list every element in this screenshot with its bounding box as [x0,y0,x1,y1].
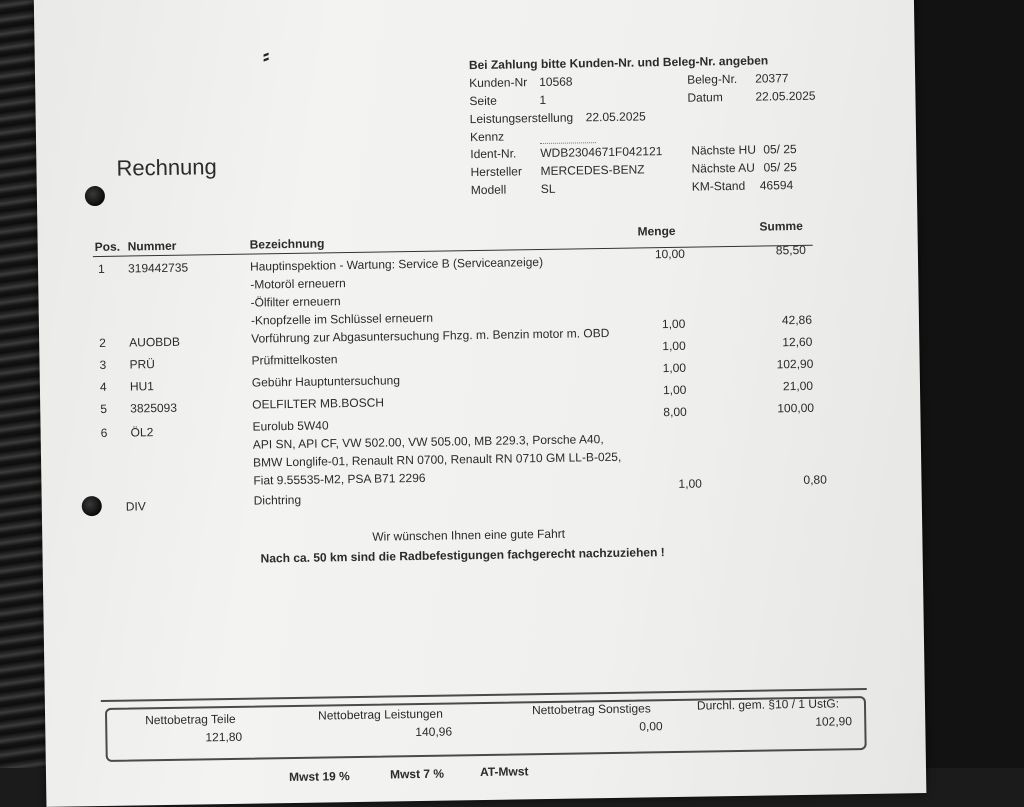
row-desc-line: -Knopfzelle im Schlüssel erneuern [250,310,434,328]
ident-value: WDB2304671F042121 [540,144,663,161]
row-pos: 4 [99,379,107,394]
total-label-leistungen: Nettobetrag Leistungen [317,706,443,723]
row-nummer: 319442735 [127,260,189,276]
row-summe: 12,60 [782,334,813,350]
datum-label: Datum [687,90,723,105]
row-nummer: PRÜ [129,357,156,372]
invoice-paper [34,0,927,807]
row-desc-line: -Motoröl erneuern [250,276,346,292]
punch-hole-top [85,186,105,206]
row-desc-line: Gebühr Hauptuntersuchung [251,373,401,390]
greeting-text: Wir wünschen Ihnen eine gute Fahrt [372,526,566,544]
row-desc-line: Eurolub 5W40 [252,418,329,434]
row-pos: 6 [100,425,108,440]
header-nummer: Nummer [127,238,177,254]
kunden-nr-value: 10568 [539,74,573,90]
total-label-durchlaufer: Durchl. gem. §10 / 1 UstG: [696,696,840,713]
total-label-sonstiges: Nettobetrag Sonstiges [531,701,651,718]
row-desc-line: OELFILTER MB.BOSCH [252,395,385,412]
row-pos: 2 [99,335,107,350]
total-value-durchlaufer: 102,90 [815,714,853,729]
row-summe: 85,50 [775,242,806,258]
mwst-7-label: Mwst 7 % [389,766,445,782]
row-pos: 3 [99,357,107,372]
row-desc-line: Fiat 9.55535-M2, PSA B71 2296 [253,470,426,488]
header-menge: Menge [637,223,676,239]
row-desc-line: BMW Longlife-01, Renault RN 0700, Renault RN 0710 GM LL-B-025, [253,449,622,470]
seite-label: Seite [469,93,497,109]
row-desc-line: -Ölfilter erneuern [250,294,341,310]
modell-label: Modell [470,182,507,198]
row-nummer: AUOBDB [129,334,181,350]
wheel-notice: Nach ca. 50 km sind die Radbefestigungen fachgerecht nachzuziehen ! [260,545,665,566]
row-menge: 8,00 [663,404,687,420]
row-nummer: 3825093 [130,400,178,416]
row-summe: 102,90 [776,356,814,372]
handwritten-mark: ⸗ [262,45,270,68]
header-bezeichnung: Bezeichnung [249,236,325,252]
row-desc-line: API SN, API CF, VW 502.00, VW 505.00, MB 229.3, Porsche A40, [252,432,604,452]
naechste-au-label: Nächste AU [691,160,756,176]
row-summe: 100,00 [777,400,815,416]
row-nummer: DIV [125,499,146,514]
row-menge: 10,00 [654,246,686,262]
seite-value: 1 [539,92,547,108]
row-desc-line: Dichtring [253,492,302,508]
row-nummer: HU1 [129,379,155,394]
row-desc-line: Hauptinspektion - Wartung: Service B (Serviceanzeige) [249,254,544,274]
document-title: Rechnung [116,154,217,181]
row-menge: 1,00 [678,476,702,491]
row-pos: 1 [97,261,105,276]
row-summe: 42,86 [781,312,813,328]
leistungserstellung-value: 22.05.2025 [585,109,646,125]
row-desc-line: Vorführung zur Abgasuntersuchung Fhzg. m. Benzin motor m. OBD [251,325,610,346]
naechste-au-value: 05/ 25 [763,159,798,175]
total-value-leistungen: 140,96 [415,724,453,740]
hersteller-label: Hersteller [470,164,523,180]
total-value-sonstiges: 0,00 [639,719,663,734]
row-menge: 1,00 [662,338,686,354]
hersteller-value: MERCEDES-BENZ [540,162,645,179]
total-value-teile: 121,80 [205,729,243,745]
header-summe: Summe [759,218,803,234]
row-desc-line: Prüfmittelkosten [251,352,338,368]
row-menge: 1,00 [661,316,686,332]
row-summe: 0,80 [803,472,827,487]
row-summe: 21,00 [782,378,814,394]
naechste-hu-label: Nächste HU [691,142,757,158]
row-menge: 1,00 [662,382,687,398]
total-label-teile: Nettobetrag Teile [145,711,236,728]
naechste-hu-value: 05/ 25 [763,141,797,157]
beleg-nr-value: 20377 [755,71,789,86]
kennz-label: Kennz [469,129,505,145]
beleg-nr-label: Beleg-Nr. [687,71,738,87]
row-nummer: ÖL2 [130,425,154,440]
punch-hole-bottom [82,496,102,516]
kennz-redacted [540,131,596,144]
modell-value: SL [540,181,556,197]
datum-value: 22.05.2025 [755,88,816,104]
ident-label: Ident-Nr. [470,146,517,162]
header-pos: Pos. [94,239,121,255]
row-menge: 1,00 [662,360,687,376]
kunden-nr-label: Kunden-Nr [469,75,528,91]
payment-notice: Bei Zahlung bitte Kunden-Nr. und Beleg-Nr. angeben [468,53,769,73]
at-mwst-label: AT-Mwst [479,764,529,780]
row-pos: 5 [100,401,108,416]
km-stand-value: 46594 [759,178,794,193]
leistungserstellung-label: Leistungserstellung [469,110,574,127]
mwst-19-label: Mwst 19 % [288,769,350,785]
km-stand-label: KM-Stand [691,178,746,194]
